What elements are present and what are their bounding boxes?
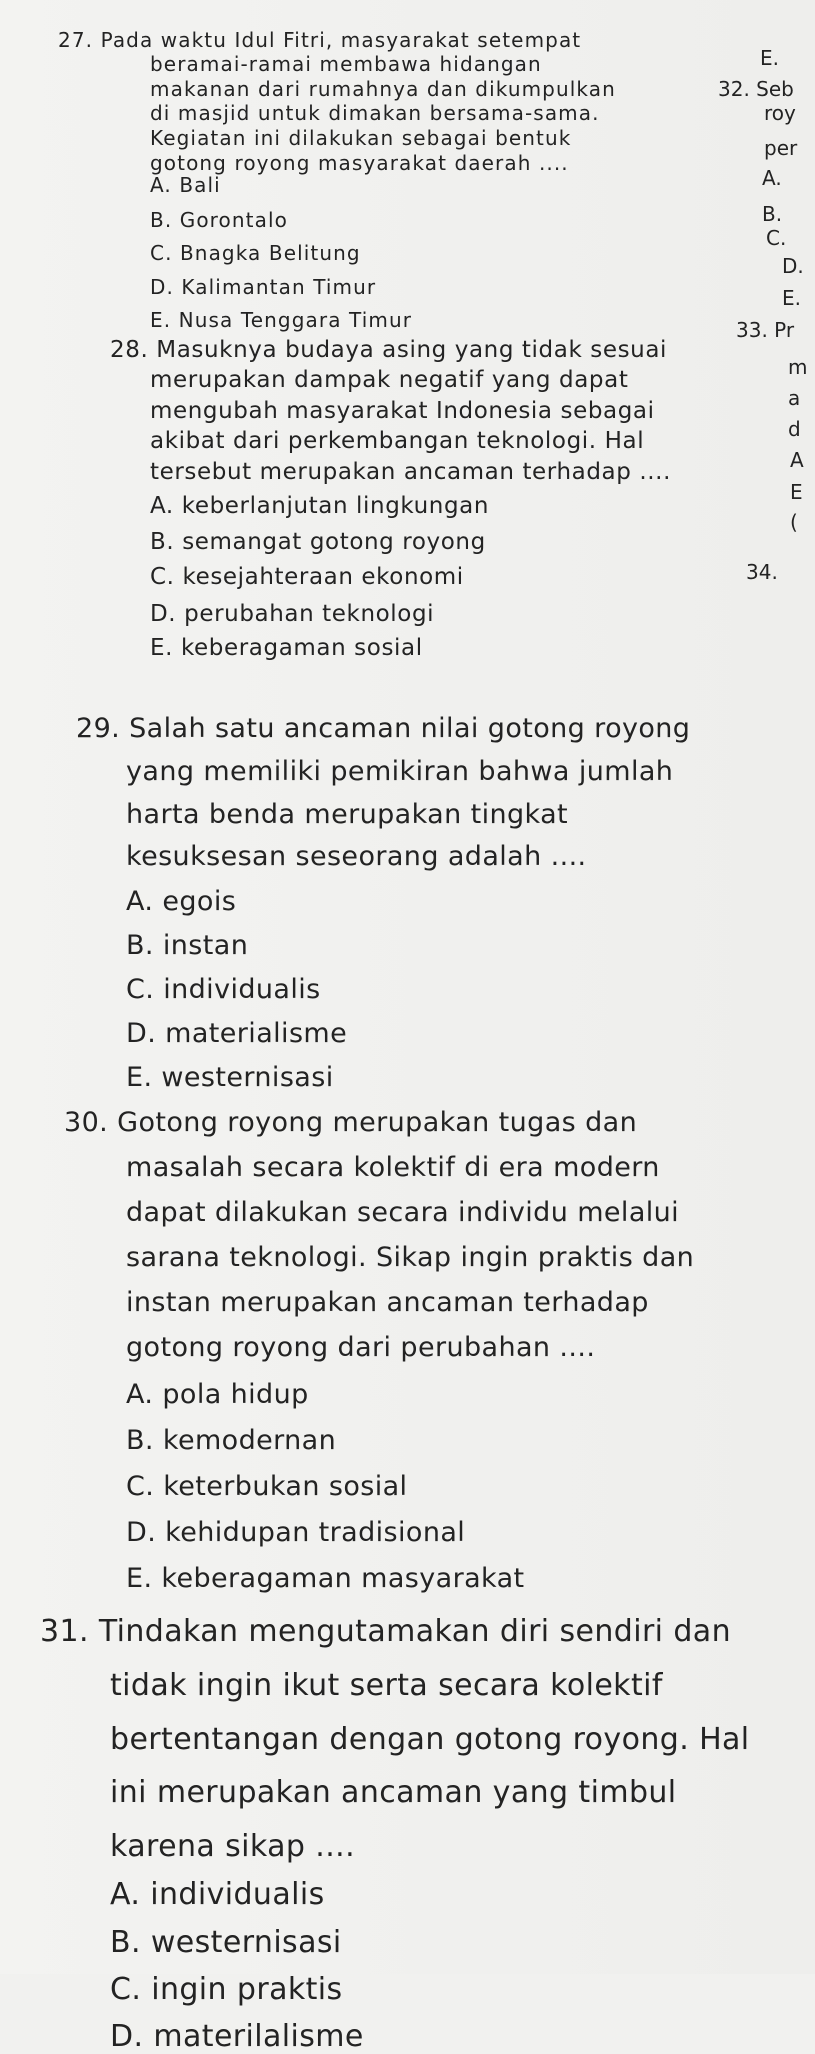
right-column-text: roy <box>764 101 796 125</box>
option-27-b[interactable]: B. Gorontalo <box>150 208 288 232</box>
right-column-text: E <box>790 480 803 504</box>
question-31-line: karena sikap .... <box>110 1829 356 1864</box>
question-30-line: sarana teknologi. Sikap ingin praktis dan <box>126 1242 695 1273</box>
question-31-line: tidak ingin ikut serta secara kolektif <box>110 1668 663 1703</box>
right-column-text: A <box>790 448 804 472</box>
option-27-d[interactable]: D. Kalimantan Timur <box>150 275 377 299</box>
option-27-c[interactable]: C. Bnagka Belitung <box>150 241 361 265</box>
right-column-text: per <box>764 136 798 160</box>
option-29-a[interactable]: A. egois <box>126 886 237 917</box>
right-column-text: C. <box>766 226 787 250</box>
question-28-line: mengubah masyarakat Indonesia sebagai <box>150 398 655 424</box>
option-28-a[interactable]: A. keberlanjutan lingkungan <box>150 493 490 519</box>
right-column-text: a <box>788 386 801 410</box>
question-27-line: beramai-ramai membawa hidangan <box>150 52 542 76</box>
option-29-c[interactable]: C. individualis <box>126 974 321 1005</box>
option-28-e[interactable]: E. keberagaman sosial <box>150 635 423 661</box>
question-29-line: 29. Salah satu ancaman nilai gotong royong <box>76 713 691 744</box>
question-31-line: ini merupakan ancaman yang timbul <box>110 1775 677 1810</box>
question-27-line: di masjid untuk dimakan bersama-sama. <box>150 101 600 125</box>
option-27-a[interactable]: A. Bali <box>150 173 221 197</box>
question-27-line: makanan dari rumahnya dan dikumpulkan <box>150 77 616 101</box>
right-column-text: A. <box>762 166 782 190</box>
right-column-text: 34. <box>746 560 778 584</box>
option-30-d[interactable]: D. kehidupan tradisional <box>126 1517 466 1548</box>
question-30-line: dapat dilakukan secara individu melalui <box>126 1197 680 1228</box>
option-27-e[interactable]: E. Nusa Tenggara Timur <box>150 308 413 332</box>
right-column-text: B. <box>762 202 783 226</box>
option-30-c[interactable]: C. keterbukan sosial <box>126 1471 408 1502</box>
option-31-d[interactable]: D. materilalisme <box>110 2019 364 2054</box>
right-column-text: D. <box>782 254 804 278</box>
option-31-b[interactable]: B. westernisasi <box>110 1925 342 1960</box>
question-27-line: 27. Pada waktu Idul Fitri, masyarakat setempat <box>58 28 582 52</box>
right-column-text: m <box>788 355 808 379</box>
question-30-line: 30. Gotong royong merupakan tugas dan <box>64 1107 638 1138</box>
question-29-line: yang memiliki pemikiran bahwa jumlah <box>126 756 674 787</box>
question-30-line: instan merupakan ancaman terhadap <box>126 1287 649 1318</box>
right-column-text: E. <box>760 46 779 70</box>
right-column-text: ( <box>790 510 798 534</box>
option-28-b[interactable]: B. semangat gotong royong <box>150 529 486 555</box>
question-28-line: 28. Masuknya budaya asing yang tidak sesuai <box>110 337 668 363</box>
question-31-line: 31. Tindakan mengutamakan diri sendiri dan <box>40 1614 731 1649</box>
question-29-line: harta benda merupakan tingkat <box>126 799 569 830</box>
option-30-e[interactable]: E. keberagaman masyarakat <box>126 1563 525 1594</box>
question-30-line: masalah secara kolektif di era modern <box>126 1152 660 1183</box>
option-31-c[interactable]: C. ingin praktis <box>110 1972 343 2007</box>
option-30-b[interactable]: B. kemodernan <box>126 1425 337 1456</box>
question-31-line: bertentangan dengan gotong royong. Hal <box>110 1722 750 1757</box>
option-29-d[interactable]: D. materialisme <box>126 1018 348 1049</box>
option-29-b[interactable]: B. instan <box>126 930 249 961</box>
right-column-text: d <box>788 417 801 441</box>
option-31-a[interactable]: A. individualis <box>110 1877 325 1912</box>
question-28-line: akibat dari perkembangan teknologi. Hal <box>150 428 645 454</box>
right-column-text: 32. Seb <box>718 77 794 101</box>
option-28-d[interactable]: D. perubahan teknologi <box>150 601 435 627</box>
question-28-line: merupakan dampak negatif yang dapat <box>150 367 629 393</box>
question-28-line: tersebut merupakan ancaman terhadap .... <box>150 459 671 485</box>
question-27-line: gotong royong masyarakat daerah .... <box>150 151 569 175</box>
question-27-line: Kegiatan ini dilakukan sebagai bentuk <box>150 126 572 150</box>
option-28-c[interactable]: C. kesejahteraan ekonomi <box>150 564 464 590</box>
question-29-line: kesuksesan seseorang adalah .... <box>126 841 587 872</box>
option-29-e[interactable]: E. westernisasi <box>126 1062 334 1093</box>
question-30-line: gotong royong dari perubahan .... <box>126 1332 596 1363</box>
option-30-a[interactable]: A. pola hidup <box>126 1379 309 1410</box>
right-column-text: E. <box>782 286 801 310</box>
right-column-text: 33. Pr <box>736 318 795 342</box>
